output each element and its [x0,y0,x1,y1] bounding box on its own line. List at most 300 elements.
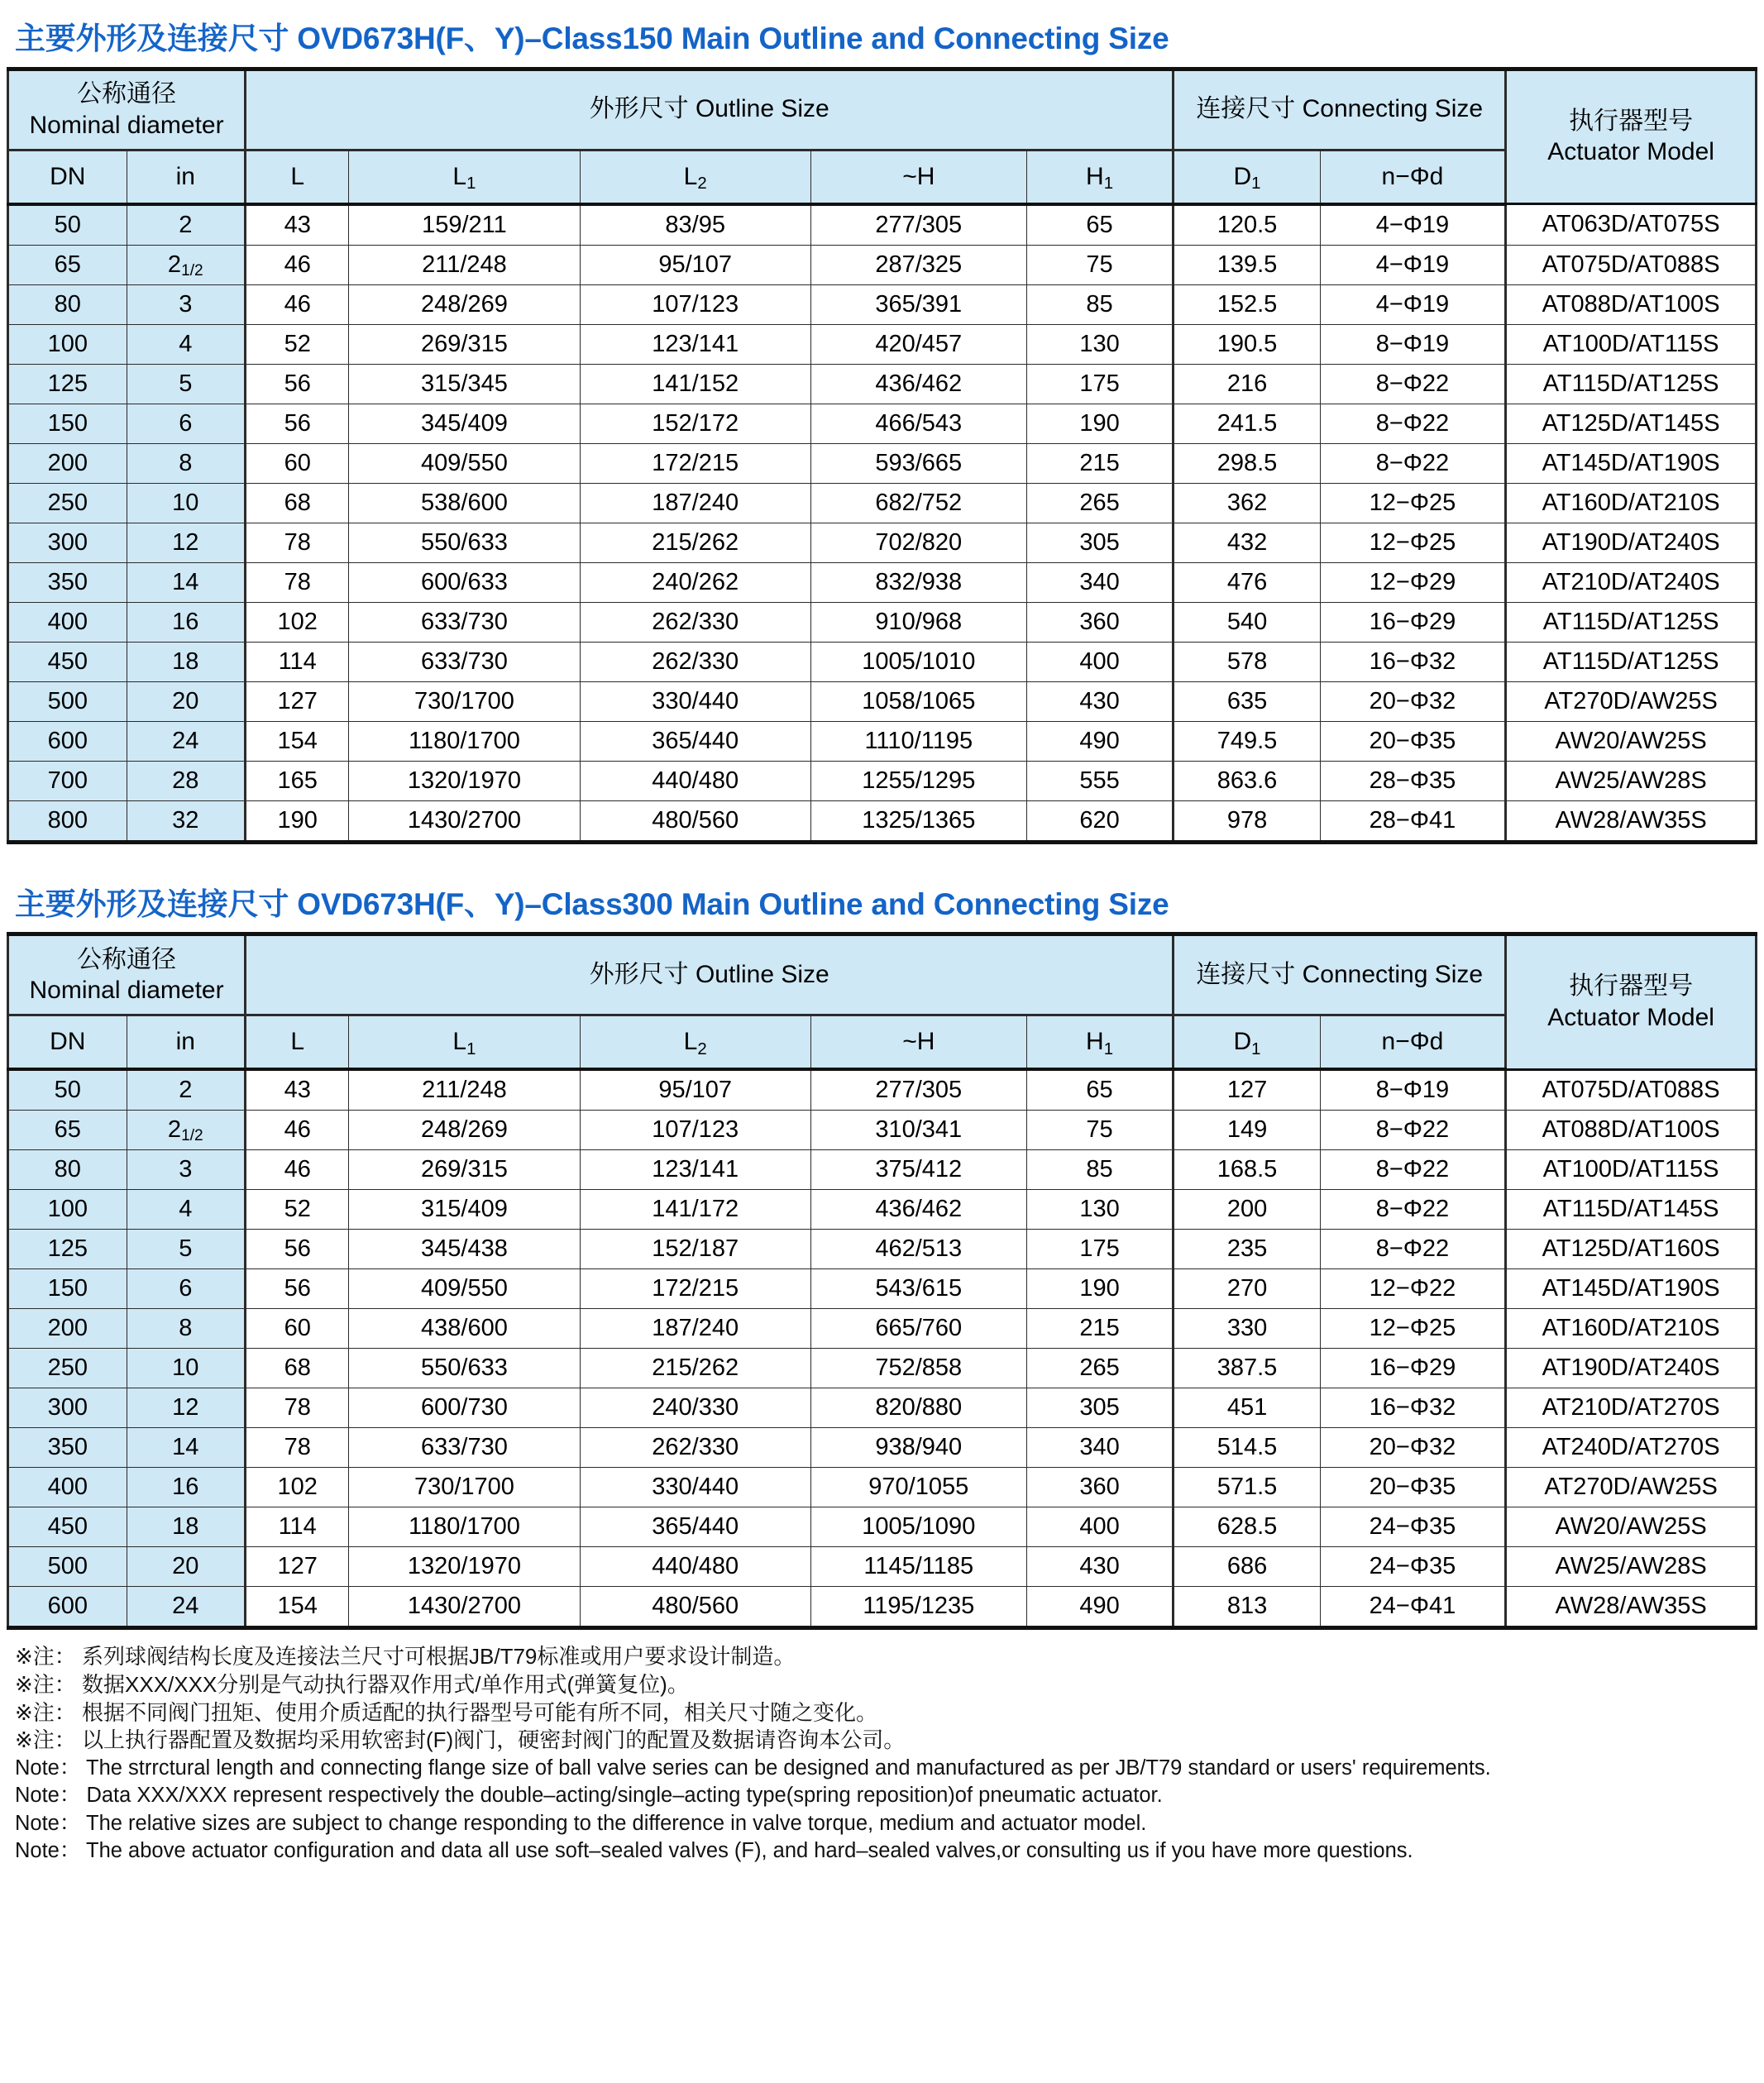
cell-actuator: AT063D/AT075S [1506,204,1757,246]
cell-dn: 250 [8,1349,127,1388]
cell-l2: 172/215 [580,1269,810,1309]
col-header-h: ~H [810,1015,1026,1070]
cell-h1: 215 [1026,1309,1174,1349]
cell-h1: 175 [1026,1230,1174,1269]
cell-h: 1255/1295 [810,761,1026,800]
cell-actuator: AT075D/AT088S [1506,245,1757,284]
cell-in: 20 [127,681,246,721]
cell-d1: 686 [1174,1547,1320,1587]
cell-d1: 571.5 [1174,1468,1320,1507]
cell-h1: 215 [1026,443,1174,483]
cell-l2: 107/123 [580,1111,810,1150]
spec-table-class300 [7,932,1757,1630]
note-text: 数据XXX/XXX分别是气动执行器双作用式/单作用式(弹簧复位)。 [75,1671,689,1697]
cell-l1: 248/269 [349,284,580,324]
cell-h: 436/462 [810,1190,1026,1230]
table-row [8,483,1757,523]
col-header-d1: $D_1$ [1174,150,1320,204]
cell-h: 1325/1365 [810,800,1026,842]
cell-l1: 600/730 [349,1388,580,1428]
group-nominal-diameter-cn: 公称通径 [77,80,177,108]
cell-dn: 600 [8,721,127,761]
cell-d1: 749.5 [1174,721,1320,761]
cell-l: 46 [246,1150,349,1190]
cell-actuator: AT160D/AT210S [1506,483,1757,523]
cell-actuator: AT075D/AT088S [1506,1069,1757,1111]
group-nominal-diameter [8,934,246,1015]
cell-in: 21/2 [127,245,246,284]
cell-nd: 12−Φ22 [1320,1269,1505,1309]
cell-in: 12 [127,1388,246,1428]
cell-in: 2 [127,1069,246,1111]
cell-l1: 730/1700 [349,1468,580,1507]
col-header-h1: $H_1$ [1026,150,1174,204]
cell-dn: 150 [8,1269,127,1309]
cell-l: 60 [246,1309,349,1349]
cell-h1: 555 [1026,761,1174,800]
cell-l2: 95/107 [580,245,810,284]
cell-in: 14 [127,1428,246,1468]
group-actuator-model [1506,69,1757,204]
cell-h: 543/615 [810,1269,1026,1309]
table-row [8,1069,1757,1111]
note-line [15,1837,1757,1865]
cell-l1: 315/409 [349,1190,580,1230]
cell-l2: 240/262 [580,562,810,602]
cell-in: 8 [127,1309,246,1349]
cell-h: 1058/1065 [810,681,1026,721]
table-spacer [7,844,1757,887]
cell-h: 702/820 [810,523,1026,562]
cell-l: 46 [246,1111,349,1150]
cell-actuator: AT115D/AT125S [1506,364,1757,404]
cell-l2: 152/172 [580,404,810,443]
cell-d1: 270 [1174,1269,1320,1309]
cell-nd: 8−Φ22 [1320,1190,1505,1230]
cell-d1: 628.5 [1174,1507,1320,1547]
cell-d1: 514.5 [1174,1428,1320,1468]
note-line [15,1671,1757,1699]
cell-l2: 262/330 [580,642,810,681]
cell-l: 43 [246,1069,349,1111]
cell-h1: 175 [1026,364,1174,404]
cell-dn: 500 [8,681,127,721]
table-row [8,1388,1757,1428]
cell-l2: 480/560 [580,1587,810,1628]
cell-l1: 269/315 [349,1150,580,1190]
cell-l2: 440/480 [580,761,810,800]
cell-d1: 127 [1174,1069,1320,1111]
cell-nd: 16−Φ32 [1320,1388,1505,1428]
cell-l2: 141/172 [580,1190,810,1230]
cell-l1: 633/730 [349,1428,580,1468]
table-row [8,642,1757,681]
cell-dn: 65 [8,1111,127,1150]
table-row [8,1190,1757,1230]
col-header-nd: n−Φd [1320,150,1505,204]
cell-dn: 600 [8,1587,127,1628]
cell-in: 4 [127,1190,246,1230]
cell-l: 52 [246,324,349,364]
cell-nd: 12−Φ25 [1320,523,1505,562]
note-line [15,1643,1757,1671]
cell-l2: 330/440 [580,1468,810,1507]
cell-h: 1110/1195 [810,721,1026,761]
cell-l: 52 [246,1190,349,1230]
cell-l1: 248/269 [349,1111,580,1150]
table-row [8,1111,1757,1150]
group-actuator-model-en: Actuator Model [1547,138,1714,166]
cell-d1: 432 [1174,523,1320,562]
table-row [8,562,1757,602]
table-row [8,1269,1757,1309]
note-text: 根据不同阀门扭矩、使用介质适配的执行器型号可能有所不同，相关尺寸随之变化。 [75,1699,878,1725]
cell-dn: 250 [8,483,127,523]
cell-dn: 100 [8,324,127,364]
cell-nd: 24−Φ35 [1320,1507,1505,1547]
note-label: Note： [15,1756,81,1780]
cell-d1: 540 [1174,602,1320,642]
cell-in: 18 [127,642,246,681]
table-row [8,800,1757,842]
cell-dn: 200 [8,1309,127,1349]
col-header-l2: $L_2$ [580,150,810,204]
cell-l1: 550/633 [349,1349,580,1388]
cell-nd: 4−Φ19 [1320,245,1505,284]
cell-dn: 150 [8,404,127,443]
cell-in: 14 [127,562,246,602]
cell-l: 78 [246,562,349,602]
cell-in: 16 [127,602,246,642]
cell-l2: 187/240 [580,483,810,523]
cell-dn: 350 [8,562,127,602]
cell-in: 21/2 [127,1111,246,1150]
cell-in: 6 [127,404,246,443]
note-text: The relative sizes are subject to change responding to the difference in valve torque, medium and actuator model. [80,1811,1147,1835]
cell-d1: 476 [1174,562,1320,602]
table-row [8,721,1757,761]
cell-d1: 330 [1174,1309,1320,1349]
group-actuator-model-cn: 执行器型号 [1569,972,1694,1001]
cell-l1: 438/600 [349,1309,580,1349]
cell-nd: 16−Φ29 [1320,1349,1505,1388]
spec-table-body-class300 [8,1069,1757,1628]
cell-actuator: AT190D/AT240S [1506,1349,1757,1388]
note-text: 以上执行器配置及数据均采用软密封(F)阀门，硬密封阀门的配置及数据请咨询本公司。 [75,1727,906,1753]
cell-l: 154 [246,721,349,761]
cell-l: 114 [246,642,349,681]
cell-in: 12 [127,523,246,562]
cell-h: 752/858 [810,1349,1026,1388]
cell-l: 127 [246,1547,349,1587]
cell-l1: 1180/1700 [349,721,580,761]
note-text: Data XXX/XXX represent respectively the double–acting/single–acting type(spring reposition)of pneumatic actuator. [80,1784,1163,1808]
cell-l1: 211/248 [349,1069,580,1111]
cell-l2: 480/560 [580,800,810,842]
cell-actuator: AW20/AW25S [1506,721,1757,761]
cell-in: 3 [127,284,246,324]
cell-d1: 451 [1174,1388,1320,1428]
cell-in: 16 [127,1468,246,1507]
cell-dn: 400 [8,1468,127,1507]
cell-nd: 8−Φ22 [1320,443,1505,483]
cell-d1: 387.5 [1174,1349,1320,1388]
cell-nd: 8−Φ19 [1320,1069,1505,1111]
cell-l2: 365/440 [580,1507,810,1547]
cell-h: 593/665 [810,443,1026,483]
table-row [8,1547,1757,1587]
table-row [8,204,1757,246]
cell-dn: 300 [8,1388,127,1428]
cell-h1: 305 [1026,523,1174,562]
cell-l1: 269/315 [349,324,580,364]
cell-dn: 125 [8,364,127,404]
cell-nd: 4−Φ19 [1320,204,1505,246]
cell-l: 46 [246,284,349,324]
cell-in: 6 [127,1269,246,1309]
cell-l: 56 [246,1230,349,1269]
note-label: ※注： [15,1699,76,1725]
cell-h: 277/305 [810,204,1026,246]
cell-l2: 440/480 [580,1547,810,1587]
page-title-class150: 主要外形及连接尺寸 OVD673H(F、Y)–Class150 Main Outline and Connecting Size [15,21,1169,55]
cell-actuator: AT145D/AT190S [1506,1269,1757,1309]
cell-nd: 20−Φ35 [1320,1468,1505,1507]
cell-h1: 265 [1026,483,1174,523]
table-row [8,1150,1757,1190]
cell-actuator: AT210D/AT240S [1506,562,1757,602]
cell-dn: 450 [8,642,127,681]
cell-actuator: AW20/AW25S [1506,1507,1757,1547]
note-text: 系列球阀结构长度及连接法兰尺寸可根据JB/T79标准或用户要求设计制造。 [75,1644,796,1670]
note-label: ※注： [15,1727,76,1753]
cell-h1: 340 [1026,1428,1174,1468]
cell-l1: 211/248 [349,245,580,284]
cell-h1: 85 [1026,284,1174,324]
cell-dn: 50 [8,204,127,246]
table-row [8,324,1757,364]
note-label: ※注： [15,1644,76,1670]
cell-h: 938/940 [810,1428,1026,1468]
cell-actuator: AT190D/AT240S [1506,523,1757,562]
cell-actuator: AT270D/AW25S [1506,681,1757,721]
table-row [8,1428,1757,1468]
cell-l1: 550/633 [349,523,580,562]
cell-h1: 400 [1026,1507,1174,1547]
cell-h1: 490 [1026,1587,1174,1628]
cell-l2: 123/141 [580,1150,810,1190]
cell-h1: 65 [1026,1069,1174,1111]
cell-d1: 120.5 [1174,204,1320,246]
cell-nd: 12−Φ25 [1320,1309,1505,1349]
spec-table-body-class150 [8,204,1757,843]
cell-h1: 190 [1026,404,1174,443]
cell-l: 56 [246,364,349,404]
note-label: Note： [15,1784,81,1808]
col-header-l1: $L_1$ [349,150,580,204]
cell-d1: 190.5 [1174,324,1320,364]
cell-l: 78 [246,523,349,562]
group-connecting-size: 连接尺寸 Connecting Size [1174,69,1506,150]
cell-l: 56 [246,404,349,443]
cell-l1: 1430/2700 [349,800,580,842]
cell-l: 78 [246,1428,349,1468]
cell-l: 114 [246,1507,349,1547]
cell-nd: 20−Φ32 [1320,681,1505,721]
cell-h: 665/760 [810,1309,1026,1349]
header-group-row [8,69,1757,150]
cell-h: 365/391 [810,284,1026,324]
cell-actuator: AW25/AW28S [1506,761,1757,800]
table-row [8,284,1757,324]
group-actuator-model-cn: 执行器型号 [1569,107,1694,135]
group-outline-size: 外形尺寸 Outline Size [246,69,1174,150]
cell-h: 1195/1235 [810,1587,1026,1628]
cell-h: 420/457 [810,324,1026,364]
col-header-in: in [127,1015,246,1070]
group-outline-size: 外形尺寸 Outline Size [246,934,1174,1015]
cell-h1: 620 [1026,800,1174,842]
cell-l1: 1430/2700 [349,1587,580,1628]
group-nominal-diameter [8,69,246,150]
cell-in: 5 [127,1230,246,1269]
cell-nd: 8−Φ22 [1320,1150,1505,1190]
group-nominal-diameter-cn: 公称通径 [77,945,177,973]
table-row [8,364,1757,404]
cell-actuator: AT115D/AT125S [1506,642,1757,681]
table-row [8,1309,1757,1349]
cell-l1: 315/345 [349,364,580,404]
table-row [8,761,1757,800]
cell-h1: 490 [1026,721,1174,761]
cell-l2: 123/141 [580,324,810,364]
cell-l2: 107/123 [580,284,810,324]
table-row [8,443,1757,483]
table-row [8,602,1757,642]
cell-h: 375/412 [810,1150,1026,1190]
cell-l: 78 [246,1388,349,1428]
col-header-dn: DN [8,150,127,204]
cell-l2: 172/215 [580,443,810,483]
cell-l1: 1180/1700 [349,1507,580,1547]
cell-nd: 12−Φ25 [1320,483,1505,523]
col-header-h: ~H [810,150,1026,204]
cell-nd: 24−Φ41 [1320,1587,1505,1628]
cell-actuator: AT125D/AT145S [1506,404,1757,443]
cell-nd: 24−Φ35 [1320,1547,1505,1587]
cell-l2: 187/240 [580,1309,810,1349]
cell-h1: 430 [1026,1547,1174,1587]
cell-l2: 152/187 [580,1230,810,1269]
cell-in: 10 [127,483,246,523]
cell-in: 5 [127,364,246,404]
cell-in: 2 [127,204,246,246]
table-row [8,1349,1757,1388]
cell-actuator: AT115D/AT125S [1506,602,1757,642]
cell-in: 3 [127,1150,246,1190]
cell-d1: 863.6 [1174,761,1320,800]
cell-h: 1145/1185 [810,1547,1026,1587]
table-row [8,1587,1757,1628]
note-label: Note： [15,1811,81,1835]
cell-l: 165 [246,761,349,800]
cell-dn: 50 [8,1069,127,1111]
cell-nd: 20−Φ35 [1320,721,1505,761]
cell-dn: 65 [8,245,127,284]
spec-table-class150 [7,67,1757,844]
cell-d1: 200 [1174,1190,1320,1230]
group-actuator-model-en: Actuator Model [1547,1003,1714,1031]
cell-h: 1005/1090 [810,1507,1026,1547]
cell-nd: 28−Φ35 [1320,761,1505,800]
cell-in: 18 [127,1507,246,1547]
note-line [15,1699,1757,1727]
cell-in: 10 [127,1349,246,1388]
cell-d1: 235 [1174,1230,1320,1269]
cell-d1: 216 [1174,364,1320,404]
cell-d1: 298.5 [1174,443,1320,483]
col-header-l1: $L_1$ [349,1015,580,1070]
cell-d1: 241.5 [1174,404,1320,443]
table-row [8,1230,1757,1269]
cell-d1: 362 [1174,483,1320,523]
cell-nd: 28−Φ41 [1320,800,1505,842]
cell-actuator: AW28/AW35S [1506,1587,1757,1628]
header-sub-row [8,150,1757,204]
cell-actuator: AT125D/AT160S [1506,1230,1757,1269]
col-header-in: in [127,150,246,204]
cell-nd: 4−Φ19 [1320,284,1505,324]
cell-dn: 400 [8,602,127,642]
cell-h: 832/938 [810,562,1026,602]
group-nominal-diameter-en: Nominal diameter [29,977,224,1005]
cell-l1: 633/730 [349,642,580,681]
cell-actuator: AT270D/AW25S [1506,1468,1757,1507]
cell-d1: 635 [1174,681,1320,721]
cell-l: 127 [246,681,349,721]
cell-h1: 130 [1026,324,1174,364]
cell-l: 68 [246,483,349,523]
cell-in: 24 [127,1587,246,1628]
cell-dn: 350 [8,1428,127,1468]
cell-nd: 8−Φ22 [1320,1111,1505,1150]
cell-actuator: AT115D/AT145S [1506,1190,1757,1230]
cell-h1: 340 [1026,562,1174,602]
cell-dn: 80 [8,284,127,324]
cell-l: 60 [246,443,349,483]
cell-l2: 365/440 [580,721,810,761]
cell-h1: 85 [1026,1150,1174,1190]
table-row [8,245,1757,284]
cell-l: 46 [246,245,349,284]
group-connecting-size: 连接尺寸 Connecting Size [1174,934,1506,1015]
cell-actuator: AT100D/AT115S [1506,324,1757,364]
table-title-block-class300 [7,887,1757,923]
cell-d1: 139.5 [1174,245,1320,284]
table-row [8,1507,1757,1547]
table-row [8,1468,1757,1507]
table-row [8,523,1757,562]
note-label: Note： [15,1838,81,1862]
col-header-d1: $D_1$ [1174,1015,1320,1070]
cell-h: 970/1055 [810,1468,1026,1507]
cell-dn: 700 [8,761,127,800]
cell-l1: 345/438 [349,1230,580,1269]
cell-l1: 633/730 [349,602,580,642]
cell-l: 68 [246,1349,349,1388]
cell-l1: 409/550 [349,1269,580,1309]
cell-dn: 125 [8,1230,127,1269]
